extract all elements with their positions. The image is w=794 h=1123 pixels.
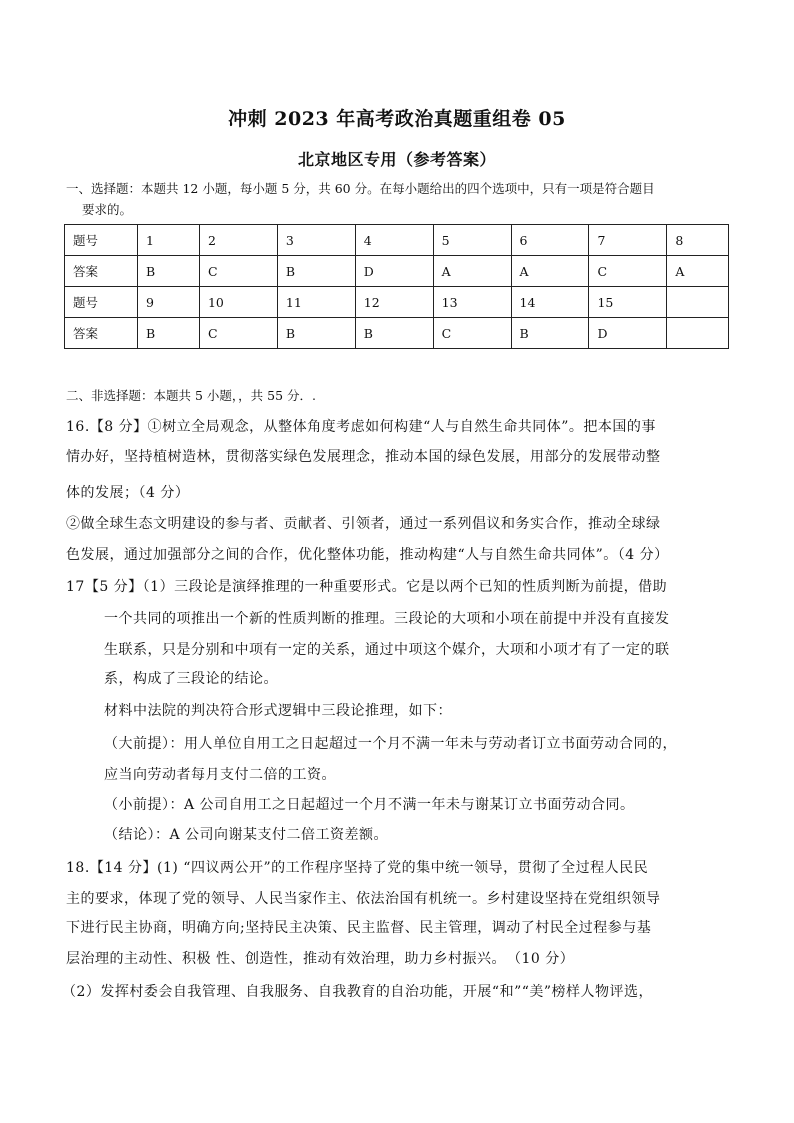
table-row-label: 答案 bbox=[65, 318, 138, 349]
table-cell bbox=[667, 287, 729, 318]
table-cell: 12 bbox=[355, 287, 433, 318]
q16-line: 16.【8 分】①树立全局观念，从整体角度考虑如何构建“人与自然生命共同体”。把本国的事 bbox=[66, 419, 656, 435]
q16-line: ②做全球生态文明建设的参与者、贡献者、引领者，通过一系列倡议和务实合作，推动全球绿 bbox=[66, 516, 661, 532]
table-cell: B bbox=[138, 318, 200, 349]
table-cell: B bbox=[277, 318, 355, 349]
table-cell: 15 bbox=[589, 287, 667, 318]
q17-line: （小前提）：A 公司自用工之日起超过一个月不满一年未与谢某订立书面劳动合同。 bbox=[104, 797, 635, 813]
table-cell: D bbox=[355, 256, 433, 287]
table-row bbox=[65, 318, 729, 349]
q18-line4-points: （10 分） bbox=[513, 951, 575, 967]
table-cell: C bbox=[199, 318, 277, 349]
q17-line: 应当向劳动者每月支付二倍的工资。 bbox=[104, 767, 336, 783]
table-cell: 7 bbox=[589, 225, 667, 256]
document-subtitle: 北京地区专用（参考答案） bbox=[297, 150, 496, 169]
table-cell: B bbox=[355, 318, 433, 349]
table-cell: 4 bbox=[355, 225, 433, 256]
table-cell: 8 bbox=[667, 225, 729, 256]
table-cell: C bbox=[433, 318, 511, 349]
table-cell: 10 bbox=[199, 287, 277, 318]
table-cell: B bbox=[138, 256, 200, 287]
q18-line bbox=[66, 944, 730, 974]
q18-line: 主的要求，体现了党的领导、人民当家作主、依法治国有机统一。乡村建设坚持在党组织领导 bbox=[66, 891, 661, 907]
document-title: 冲刺 2023 年高考政治真题重组卷 05 bbox=[228, 108, 566, 130]
table-row-label: 答案 bbox=[65, 256, 138, 287]
table-cell: 11 bbox=[277, 287, 355, 318]
table-cell: 1 bbox=[138, 225, 200, 256]
q18-line: （2）发挥村委会自我管理、自我服务、自我教育的自治功能，开展“和”“美”榜样人物评选， bbox=[62, 984, 654, 1000]
table-cell: B bbox=[511, 318, 589, 349]
table-cell: A bbox=[511, 256, 589, 287]
q18-line: 下进行民主协商，明确方向;坚持民主决策、民主监督、民主管理，调动了村民全过程参与基 bbox=[66, 920, 652, 936]
table-cell: 6 bbox=[511, 225, 589, 256]
table-cell: 5 bbox=[433, 225, 511, 256]
q16-line: 色发展，通过加强部分之间的合作，优化整体功能，推动构建“人与自然生命共同体”。（4 分） bbox=[66, 547, 669, 563]
table-cell: 3 bbox=[277, 225, 355, 256]
q17-line: 系，构成了三段论的结论。 bbox=[104, 671, 278, 687]
section2-heading: 二、非选择题：本题共 5 小题，，共 55 分．. bbox=[66, 388, 316, 403]
table-cell: 14 bbox=[511, 287, 589, 318]
q18-line: 18.【14 分】(1) “四议两公开”的工作程序坚持了党的集中统一领导，贯彻了全过程人民民 bbox=[66, 860, 649, 876]
q16-line: 情办好，坚持植树造林，贯彻落实绿色发展理念，推动本国的绿色发展，用部分的发展带动整 bbox=[66, 449, 661, 465]
table-row bbox=[65, 225, 729, 256]
q16-line: 体的发展；（4 分） bbox=[66, 485, 190, 501]
section1-heading bbox=[66, 178, 730, 220]
table-row-label: 题号 bbox=[65, 225, 138, 256]
q17-line: （结论）：A 公司向谢某支付二倍工资差额。 bbox=[104, 827, 389, 843]
answer-table bbox=[64, 224, 729, 349]
table-cell: A bbox=[433, 256, 511, 287]
table-cell: 13 bbox=[433, 287, 511, 318]
q18-line4-text: 层治理的主动性、积极 性、创造性，推动有效治理，助力乡村振兴。 bbox=[66, 951, 506, 967]
q17-line: 生联系，只是分别和中项有一定的关系，通过中项这个媒介，大项和小项才有了一定的联 bbox=[104, 642, 670, 658]
table-cell: B bbox=[277, 256, 355, 287]
q17-line: （大前提）：用人单位自用工之日起超过一个月不满一年未与劳动者订立书面劳动合同的， bbox=[104, 736, 677, 752]
table-cell: C bbox=[589, 256, 667, 287]
table-cell: C bbox=[199, 256, 277, 287]
table-cell bbox=[667, 318, 729, 349]
q17-line: 一个共同的项推出一个新的性质判断的推理。三段论的大项和小项在前提中并没有直接发 bbox=[104, 611, 670, 627]
table-cell: A bbox=[667, 256, 729, 287]
q17-line: 17【5 分】（1）三段论是演绎推理的一种重要形式。它是以两个已知的性质判断为前提，借助 bbox=[66, 579, 668, 595]
table-row bbox=[65, 256, 729, 287]
q17-line: 材料中法院的判决符合形式逻辑中三段论推理，如下： bbox=[104, 703, 452, 719]
table-cell: 2 bbox=[199, 225, 277, 256]
table-cell: D bbox=[589, 318, 667, 349]
table-row bbox=[65, 287, 729, 318]
table-cell: 9 bbox=[138, 287, 200, 318]
section1-heading-line2: 要求的。 bbox=[82, 202, 133, 217]
table-row-label: 题号 bbox=[65, 287, 138, 318]
section1-heading-line1: 一、选择题：本题共 12 小题，每小题 5 分，共 60 分。在每小题给出的四个选项中，只有一项是符合题目 bbox=[66, 181, 655, 196]
